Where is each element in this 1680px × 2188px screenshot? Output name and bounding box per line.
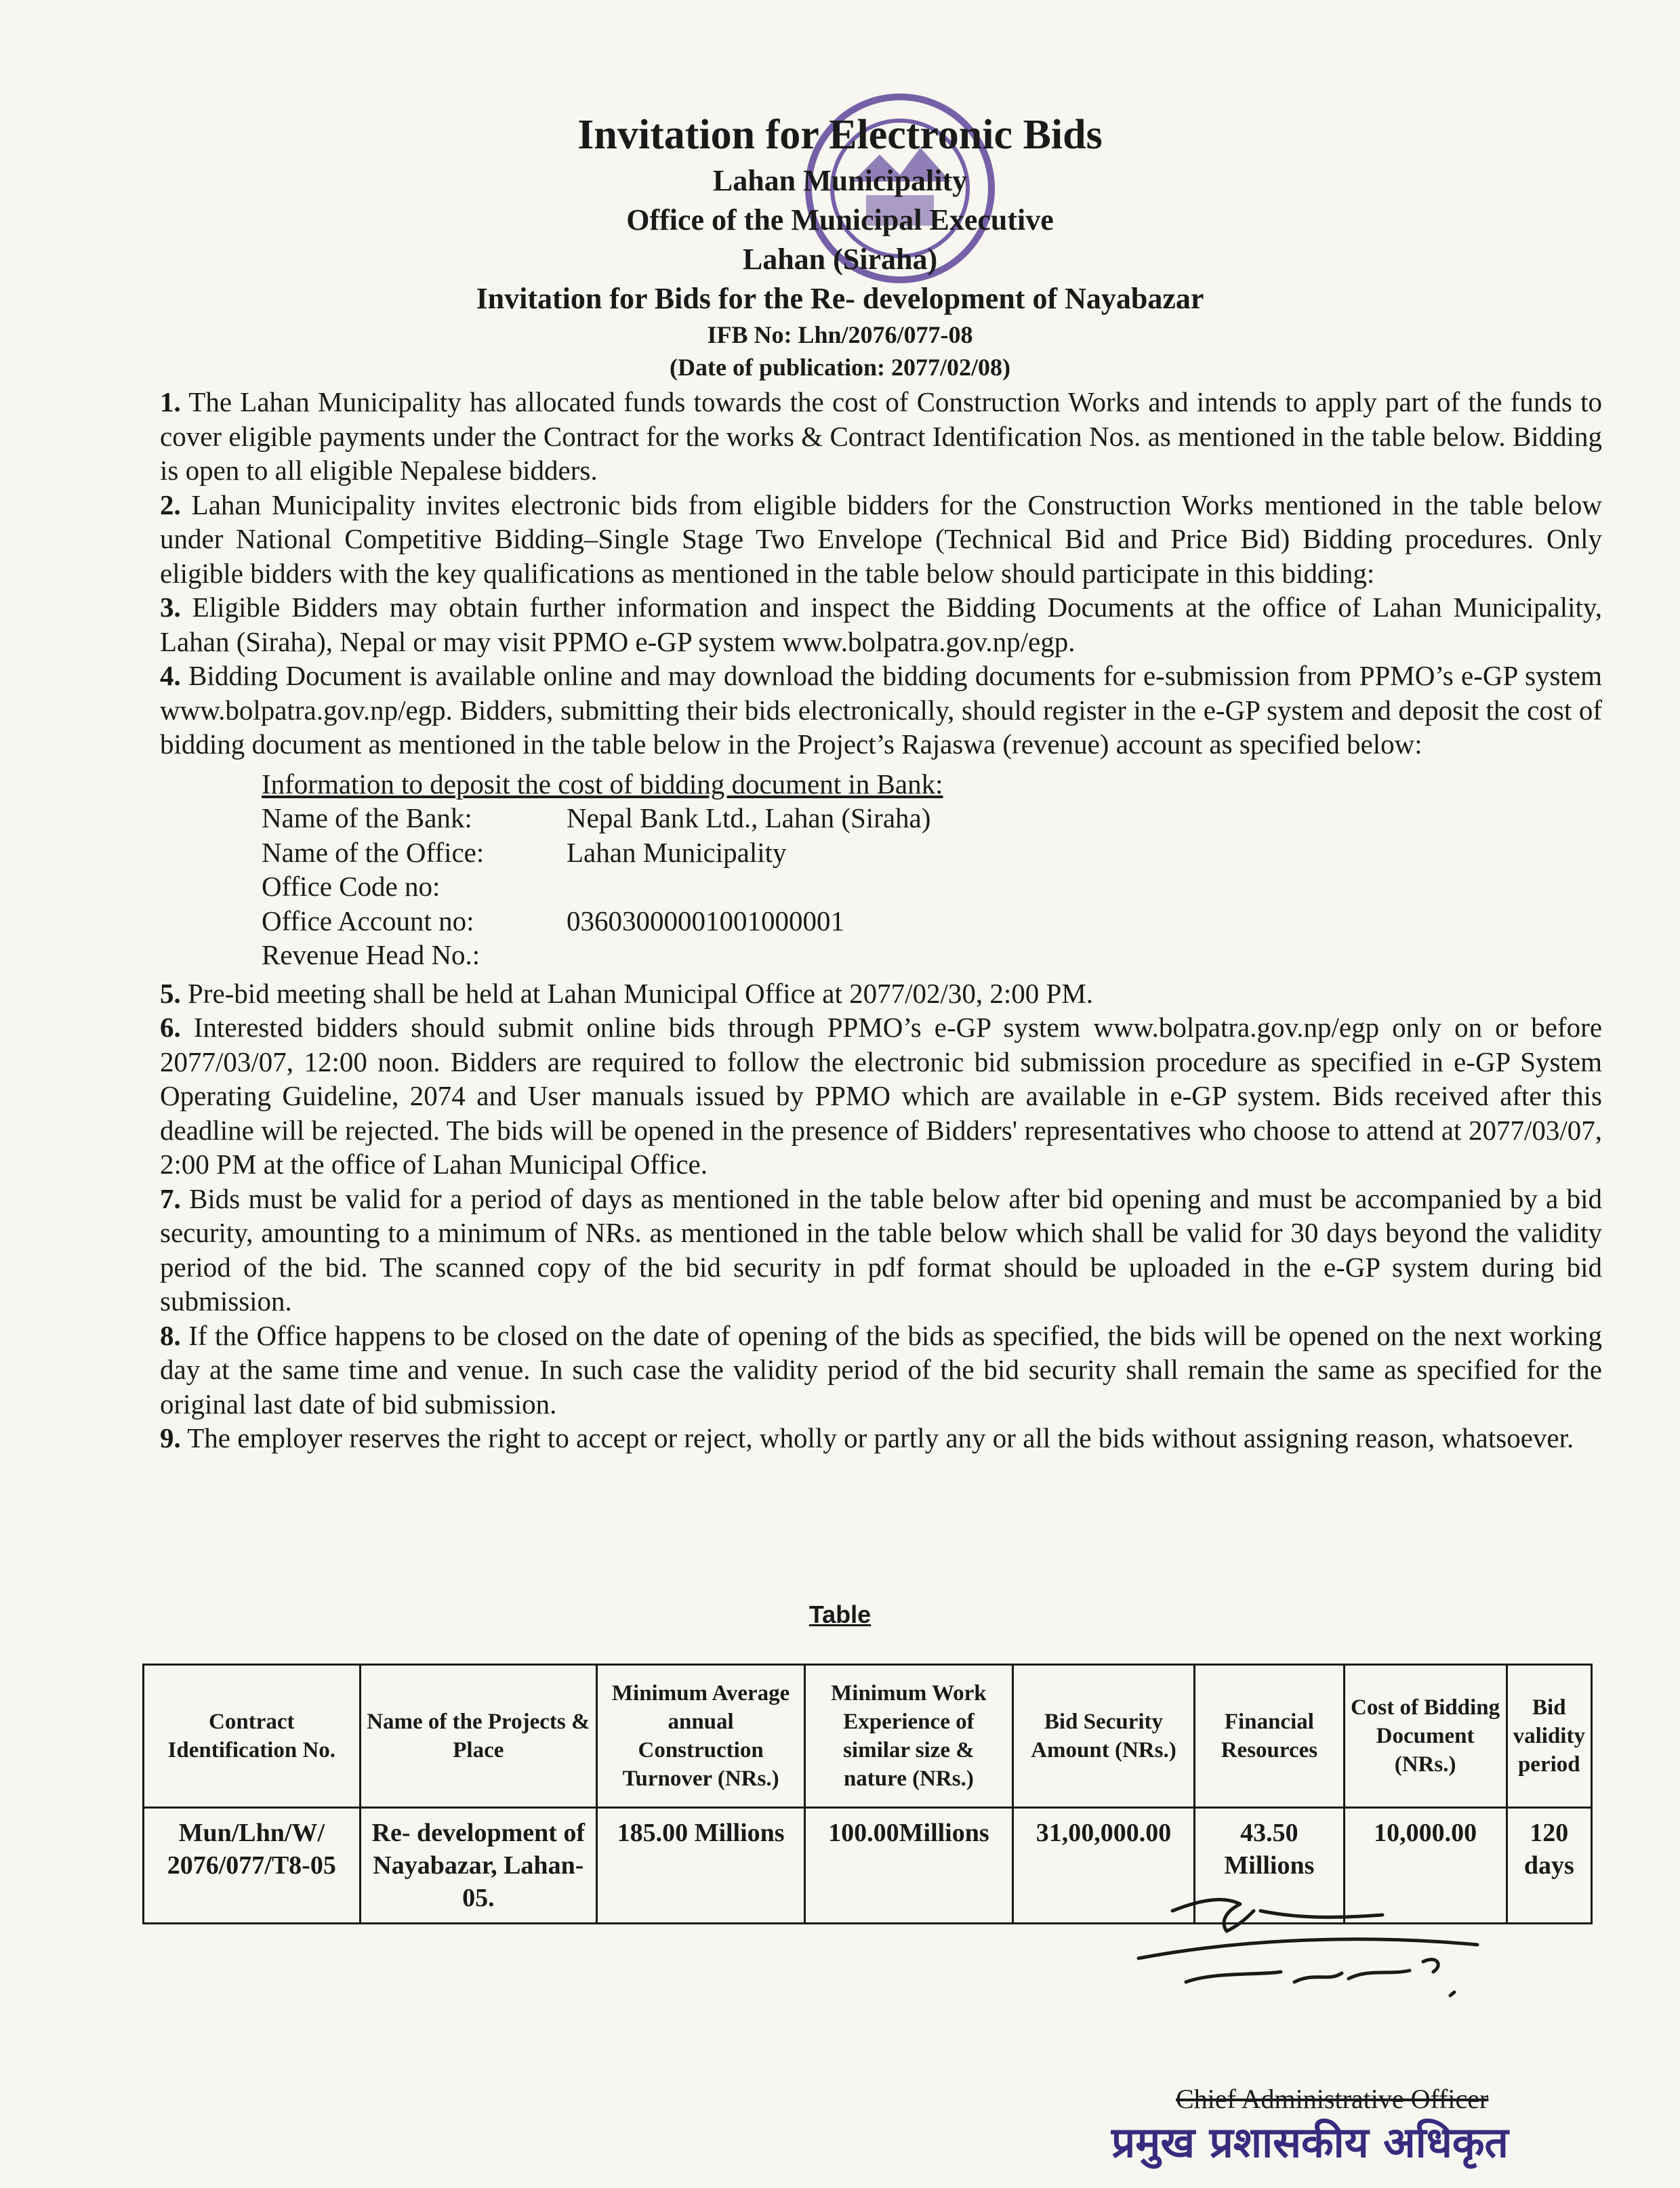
cell-turnover: 185.00 Millions bbox=[597, 1808, 805, 1924]
office-location: Lahan (Siraha) bbox=[742, 243, 938, 276]
paragraph-1: 1. The Lahan Municipality has allocated funds towards the cost of Construction Works and intends to apply part of the funds to cover eligible payments under the Contract for the works & Contract Identification Nos. as mentioned in the table below. Bidding is open to all eligible Nepalese bidders. bbox=[160, 386, 1603, 486]
publication-date: (Date of publication: 2077/02/08) bbox=[670, 354, 1010, 381]
revenue-head-row: Revenue Head No.: bbox=[262, 939, 480, 970]
header-project-name: Name of the Projects & Place bbox=[360, 1665, 596, 1808]
signatory-title: Chief Administrative Officer bbox=[1176, 2084, 1489, 2114]
paragraph-2: 2. Lahan Municipality invites electronic bids from eligible bidders for the Construction Works mentioned in the table below under National Competitive Bidding–Single Stage Two Envelope (Technical Bid and Price Bid) Bidding procedures. Only eligible bidders with the key qualifications as mentioned in the table below should participate in this bidding: bbox=[160, 489, 1603, 589]
cell-contract-id: Mun/Lhn/W/ 2076/077/T8-05 bbox=[144, 1808, 361, 1924]
office-code-row: Office Code no: bbox=[262, 871, 441, 902]
office-name-row: Name of the Office: Lahan Municipality bbox=[262, 836, 787, 868]
cell-work-experience: 100.00Millions bbox=[805, 1808, 1013, 1924]
header-bid-security: Bid Security Amount (NRs.) bbox=[1012, 1665, 1195, 1808]
document-title: Invitation for Electronic Bids bbox=[577, 112, 1103, 158]
office-name: Office of the Municipal Executive bbox=[626, 203, 1054, 236]
paragraph-4: 4. Bidding Document is available online and may download the bidding documents for e-submission from PPMO’s e-GP system www.bolpatra.gov.np/egp. Bidders, submitting their bids electronically, should register in the e-GP system and deposit the cost of bidding document as mentioned in the table below in the Project’s Rajaswa (revenue) account as specified below: bbox=[160, 660, 1602, 760]
cell-cost-bidding-doc: 10,000.00 bbox=[1344, 1808, 1507, 1924]
header-bid-validity: Bid validity period bbox=[1507, 1665, 1591, 1808]
paragraph-6: 6. Interested bidders should submit online bids through PPMO’s e-GP system www.bolpatra.gov.np/egp only on or before 2077/03/07, 12:00 noon. Bidders are required to follow the electronic bid submission procedure as specified in e-GP System Operating Guideline, 2074 and User manuals issued by PPMO which are available in e-GP system. Bids received after this deadline will be rejected. The bids will be opened in the presence of Bidders' representatives who choose to attend at 2077/03/07, 2:00 PM at the office of Lahan Municipal Office. bbox=[160, 1012, 1603, 1180]
cell-bid-validity: 120 days bbox=[1507, 1808, 1591, 1924]
paragraph-9: 9. The employer reserves the right to accept or reject, wholly or partly any or all the bids without assigning reason, whatsoever. bbox=[160, 1422, 1574, 1453]
signatory-title-nepali-stamp: प्रमुख प्रशासकीय अधिकृत bbox=[1111, 2118, 1509, 2167]
organization-name: Lahan Municipality bbox=[712, 164, 968, 197]
cell-bid-security: 31,00,000.00 bbox=[1012, 1808, 1195, 1924]
header-work-experience: Minimum Work Experience of similar size & nature (NRs.) bbox=[805, 1665, 1013, 1808]
handwritten-signature bbox=[1125, 1870, 1559, 2012]
paragraph-5: 5. Pre-bid meeting shall be held at Lahan Municipal Office at 2077/02/30, 2:00 PM. bbox=[160, 977, 1094, 1009]
header-cost-bidding-doc: Cost of Bidding Document (NRs.) bbox=[1344, 1665, 1507, 1808]
cell-project-name: Re- development of Nayabazar, Lahan- 05. bbox=[360, 1808, 596, 1924]
header-turnover: Minimum Average annual Construction Turnover (NRs.) bbox=[597, 1665, 805, 1808]
paragraph-8: 8. If the Office happens to be closed on the date of opening of the bids as specified, the bids will be opened on the next working day at the same time and venue. In such case the validity period of the bid security shall remain the same as specified for the original last date of bid submission. bbox=[160, 1319, 1603, 1420]
account-number-row: Office Account no: 03603000001001000001 bbox=[262, 905, 844, 936]
notice-body bbox=[160, 385, 1602, 1456]
paragraph-3: 3. Eligible Bidders may obtain further information and inspect the Bidding Documents at the office of Lahan Municipality, Lahan (Siraha), Nepal or may visit PPMO e-GP system www.bolpatra.gov.np/egp. bbox=[160, 592, 1603, 657]
header-contract-id: Contract Identification No. bbox=[144, 1665, 361, 1808]
cell-financial-resources: 43.50 Millions bbox=[1195, 1808, 1344, 1924]
bank-info-heading: Information to deposit the cost of bidding document in Bank: bbox=[262, 768, 943, 800]
table-title: Table bbox=[808, 1601, 872, 1628]
ifb-number: IFB No: Lhn/2076/077-08 bbox=[707, 321, 973, 348]
table-header-row bbox=[144, 1665, 1592, 1808]
bid-subject: Invitation for Bids for the Re- development of Nayabazar bbox=[476, 282, 1204, 315]
bank-info-block bbox=[262, 767, 1602, 972]
document-header bbox=[0, 108, 1680, 384]
bank-name-row: Name of the Bank: Nepal Bank Ltd., Lahan (Siraha) bbox=[262, 802, 931, 833]
header-financial-resources: Financial Resources bbox=[1195, 1665, 1344, 1808]
paragraph-7: 7. Bids must be valid for a period of days as mentioned in the table below after bid opening and must be accompanied by a bid security, amounting to a minimum of NRs. as mentioned in the table below which shall be valid for 30 days beyond the validity period of the bid. The scanned copy of the bid security in pdf format should be uploaded in the e-GP system during bid submission. bbox=[160, 1182, 1603, 1317]
